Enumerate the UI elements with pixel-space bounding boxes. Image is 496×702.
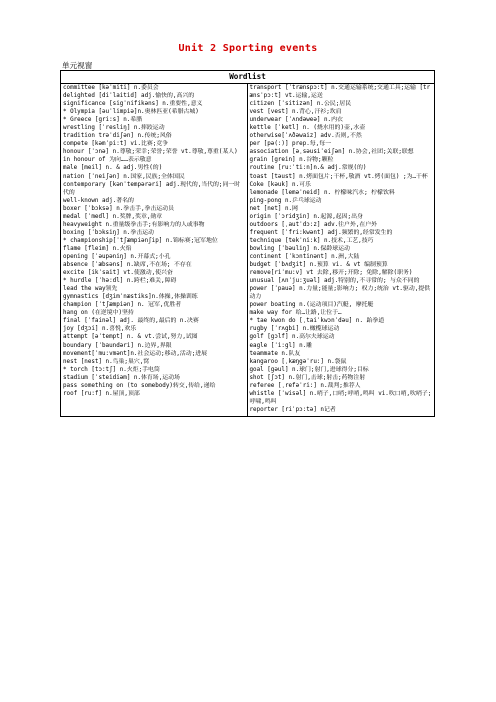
word-entry: kangaroo [ˌkæŋgəˈru:] n.袋鼠 <box>249 358 347 365</box>
word-entry: movement[ˈmu:vmənt]n.社会运动;移动,活动;进展 <box>63 350 208 357</box>
word-entry: transport [ˈtrænspɔ:t] n.交通运输系统;交通工具;运输 [trænsˈpɔ:t] vt.运输,运送 <box>249 85 431 100</box>
word-entry: medal [ˈmedl] n.奖牌,奖章,勋章 <box>63 213 163 220</box>
word-entry: reporter [riˈpɔ:tə] n记者 <box>249 406 336 413</box>
word-entry: * torch [tɔ:tʃ] n.火炬;手电筒 <box>63 366 160 373</box>
word-entry: roof [ru:f] n.屋顶,顶部 <box>63 390 140 397</box>
word-entry: kettle [ˈketl] n. (烧水用的)壶,水壶 <box>249 125 366 132</box>
word-entry: excite [ikˈsait] vt.使激动,使兴奋 <box>63 270 173 277</box>
word-entry: lead the way领先 <box>63 286 118 293</box>
word-entry: gymnastics [dʒimˈnæstiks]n.体操,体操训练 <box>63 294 198 301</box>
word-entry: underwear [ˈʌndəweə] n.内衣 <box>249 117 343 124</box>
word-entry: per [pə(:)] prep.每,每一 <box>249 141 332 148</box>
word-entry: opening [ˈəupəniŋ] n.开幕式;小孔 <box>63 253 171 260</box>
word-entry: * Greece [gri:s] n.希腊 <box>63 117 143 124</box>
word-entry: origin [ˈɔridʒin] n.起源,起因;出身 <box>249 213 363 220</box>
word-entry: * championship[ˈtʃæmpiənʃip] n.锦标赛;冠军地位 <box>63 237 218 244</box>
word-entry: ping-pong n.乒乓球运动 <box>249 197 322 204</box>
word-entry: pass something on (to somebody)转交,传给,递给 <box>63 382 216 389</box>
word-entry: power [ˈpauə] n.力量;能量;影响力; 权力;统治 vt.驱动,提供动力 <box>249 286 431 301</box>
word-entry: technique [tekˈni:k] n.技术,工艺,技巧 <box>249 237 374 244</box>
word-entry: nest [nest] n.鸟巢;巢穴,窝 <box>63 358 150 365</box>
word-entry: compete [kəmˈpi:t] vi.比赛;竞争 <box>63 141 169 148</box>
word-entry: otherwise[ˈʌðəwaiz] adv.否则,不然 <box>249 133 362 140</box>
word-entry: contemporary [kənˈtempərəri] adj.现代的,当代的;同一时代的 <box>63 181 241 196</box>
word-entry: outdoors [ˌautˈdɔ:z] adv.往户外,在户外 <box>249 221 378 228</box>
word-entry: heavyweight n.重量级拳击手;有影响力的人或事物 <box>63 221 205 228</box>
word-entry: * Olympia [əuˈlimpiə]n.奥林匹亚(希腊古城) <box>63 109 199 116</box>
word-entry: vest [vest] n.背心,汗衫;坎肩 <box>249 109 342 116</box>
word-entry: budget [ˈbʌdʒit] n.预算 vi. & vt 编制预算 <box>249 262 388 269</box>
word-entry: boundary [ˈbaundəri] n.边界,界限 <box>63 342 172 349</box>
word-entry: committee [kəˈmiti] n.委员会 <box>63 85 159 91</box>
word-entry: bowling [ˈbəuliŋ] n.保龄球运动 <box>249 245 350 252</box>
word-entry: boxing [ˈbɔksiŋ] n.拳击运动 <box>63 229 154 236</box>
word-entry: champion [ˈtʃæmpiən] n. 冠军,优胜者 <box>63 302 182 309</box>
word-entry: Coke [kəuk] n.可乐 <box>249 181 311 188</box>
word-entry: attempt [əˈtempt] n. & vt.尝试,努力,试图 <box>63 334 198 341</box>
word-entry: grain [grein] n.谷物;颗粒 <box>249 157 334 164</box>
word-entry: golf [gɔlf] n.高尔夫球运动 <box>249 334 335 341</box>
word-entry: joy [dʒɔi] n.喜悦,欢乐 <box>63 326 137 333</box>
word-entry: * tae kwon do [ˌtaiˈkwɔnˈdəu] n. 跆拳道 <box>249 318 385 325</box>
word-entry: remove[riˈmu:v] vt 去除,移开;开除; 免除,解除(职务) <box>249 270 413 277</box>
section-subtitle: 单元视窗 <box>62 61 93 70</box>
wordlist-left-column <box>61 84 248 416</box>
word-entry: power boating n.(运动项目)汽艇, 摩托艇 <box>249 302 374 309</box>
word-entry: significance [sigˈnifikəns] n.重要性,意义 <box>63 101 203 108</box>
word-entry: delighted [diˈlaitid] adj.愉快的,高兴的 <box>63 93 195 100</box>
word-entry: association [əˌsəusiˈeiʃən] n.协会,社团;关联;联想 <box>249 149 414 156</box>
word-entry: honour [ˈɔnə] n.尊敬;荣幸;荣誉;荣誉 vt.尊敬,尊重(某人) <box>63 149 238 156</box>
word-entry: final [ˈfainəl] adj. 最终的,最后的 n.决赛 <box>63 318 199 325</box>
wordlist-right-column <box>248 84 435 416</box>
word-entry: stadium [ˈsteidiəm] n.体育场,运动场 <box>63 374 180 381</box>
word-entry: tradition trəˈdiʃən] n.传统;风俗 <box>63 133 172 140</box>
word-entry: * hurdle [ˈhə:dl] n.跨栏;难关,障碍 <box>63 278 177 285</box>
word-entry: shot [ʃɔt] n.射门,击球;射击;药物注射 <box>249 374 366 381</box>
word-entry: male [meil] n. & adj.男性(的) <box>63 165 163 172</box>
word-entry: net [net] n.网 <box>249 205 298 212</box>
word-entry: wrestling [ˈresliŋ] n.摔跤运动 <box>63 125 165 132</box>
wordlist-header: Wordlist <box>61 71 434 84</box>
word-entry: well-known adj.著名的 <box>63 197 134 204</box>
word-entry: in honour of 为向……表示敬意 <box>63 157 152 164</box>
word-entry: whistle [ˈwisəl] n.哨子,口哨;呼哨,鸣叫 vi.吹口哨,吹哨子;呼啸,鸣叫 <box>249 390 432 405</box>
word-entry: rugby [ˈrʌgbi] n.橄榄球运动 <box>249 326 340 333</box>
word-entry: make way for 给…让路,让位于… <box>249 310 342 317</box>
word-entry: routine [ru:ˈti:n]n.& adj.常规(的) <box>249 165 367 172</box>
wordlist-columns <box>61 84 434 416</box>
word-entry: citizen [ˈsitizən] n.公民;居民 <box>249 101 352 108</box>
word-entry: absence [ˈæbsəns] n.缺席,不在场; 不存在 <box>63 262 192 269</box>
word-entry: teammate n.队友 <box>249 350 301 357</box>
word-entry: continent [ˈkɔntinənt] n.洲,大陆 <box>249 253 360 260</box>
word-entry: toast [təust] n.烤面包片;干杯,敬酒 vt.烤(面包) ;为…干杯 <box>249 173 428 180</box>
word-entry: lemonade [leməˈneid] n. 柠檬味汽水; 柠檬饮料 <box>249 189 395 196</box>
word-entry: referee [ˌrefəˈri:] n.裁判;推荐人 <box>249 382 361 389</box>
word-entry: hang on (在逆境中)坚持 <box>63 310 134 317</box>
word-entry: nation [ˈneiʃən] n.国家,民族;全体国民 <box>63 173 185 180</box>
word-entry: eagle [ˈi:gl] n.雕 <box>249 342 313 349</box>
word-entry: boxer [ˈbɔksə] n.拳击手,拳击运动员 <box>63 205 174 212</box>
word-entry: flame [fleim] n.火焰 <box>63 245 132 252</box>
word-entry: unusual [ʌnˈju:ʒuəl] adj.特别的,不寻常的; 与众不同的 <box>249 278 420 285</box>
page-title: Unit 2 Sporting events <box>178 43 318 54</box>
word-entry: goal [gəul] n.球门;射门,进球得分;目标 <box>249 366 369 373</box>
wordlist-table <box>60 70 435 417</box>
word-entry: frequent [ˈfri:kwənt] adj.频繁的,经常发生的 <box>249 229 393 236</box>
